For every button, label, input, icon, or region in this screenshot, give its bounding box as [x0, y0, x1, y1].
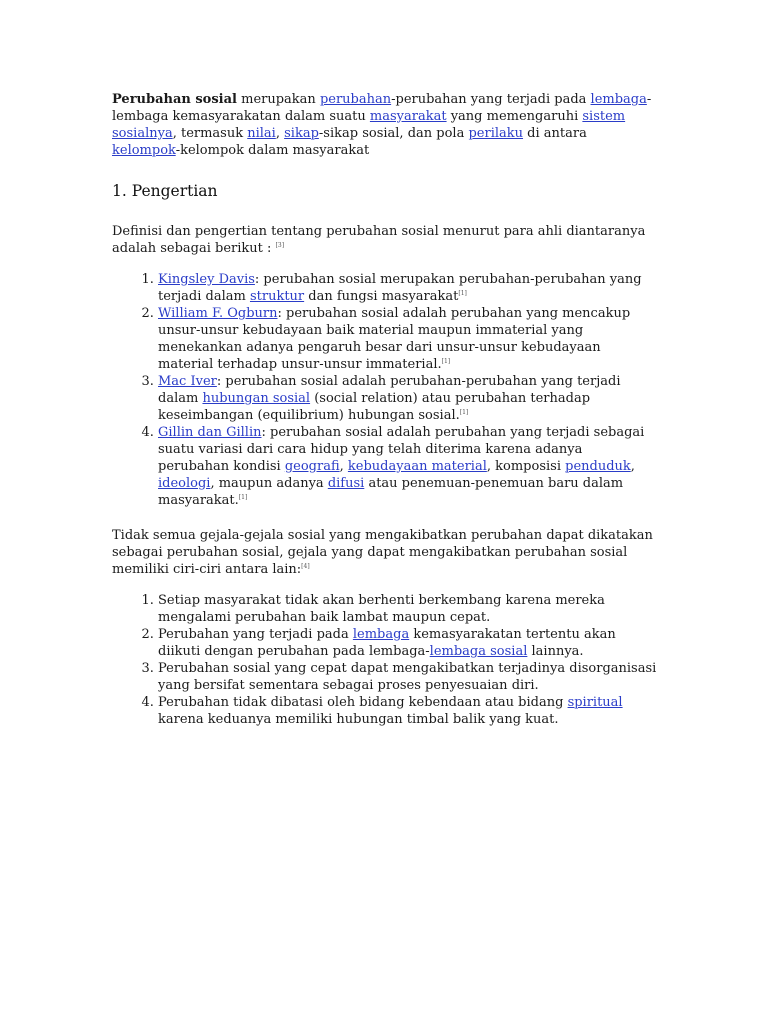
link-lembaga[interactable]: lembaga [352, 627, 410, 642]
link-sistem[interactable]: sistem [582, 109, 626, 124]
intro-text: , [275, 126, 285, 141]
definition-paragraph [112, 223, 657, 257]
link-kingsley-davis[interactable]: Kingsley Davis [158, 272, 255, 287]
list-item-text: Perubahan sosial yang cepat dapat mengakibatkan terjadinya disorganisasi yang bersifat sementara sebagai proses penyesuaian diri. [158, 661, 657, 693]
traits-intro-text: Tidak semua gejala-gejala sosial yang mengakibatkan perubahan dapat dikatakan sebagai perubahan sosial, gejala yang dapat mengakibatkan perubahan sosial memiliki ciri-ciri antara lain: [112, 528, 653, 577]
footnote-ref[interactable]: [1] [238, 494, 248, 501]
link-nilai[interactable]: nilai [247, 126, 276, 141]
list-item-text: dan fungsi masyarakat [304, 289, 459, 304]
link-ideologi[interactable]: ideologi [158, 476, 211, 491]
link-kebudayaan-material[interactable]: kebudayaan material [347, 459, 487, 474]
footnote-ref[interactable]: [4] [301, 563, 310, 570]
list-item-kingsley-davis [158, 271, 657, 305]
link-masyarakat[interactable]: masyarakat [369, 109, 447, 124]
list-item-text: , [339, 459, 348, 474]
intro-text: -lembaga kemasyarakatan dalam suatu [112, 92, 652, 124]
document-page [112, 91, 657, 728]
list-item-text: , maupun adanya [210, 476, 328, 491]
list-item-trait-2 [158, 626, 657, 660]
intro-text: -sikap sosial, dan pola [318, 126, 469, 141]
link-gillin-dan-gillin[interactable]: Gillin dan Gillin [158, 425, 262, 440]
list-item-text: , [630, 459, 635, 474]
link-spiritual[interactable]: spiritual [567, 695, 623, 710]
link-kelompok[interactable]: kelompok [112, 143, 176, 158]
link-difusi[interactable]: difusi [327, 476, 365, 491]
link-mac-iver[interactable]: Mac Iver [158, 374, 217, 389]
intro-text: yang memengaruhi [446, 109, 583, 124]
list-item-mac-iver [158, 373, 657, 424]
link-geografi[interactable]: geografi [284, 459, 340, 474]
list-item-text: : perubahan sosial adalah perubahan-perubahan yang terjadi dalam [158, 374, 621, 406]
footnote-ref[interactable]: [1] [458, 290, 467, 297]
link-penduduk[interactable]: penduduk [565, 459, 631, 474]
link-lembaga-sosial[interactable]: lembaga sosial [429, 644, 528, 659]
list-item-text: kemasyarakatan tertentu akan diikuti dengan perubahan pada lembaga- [158, 627, 616, 659]
link-perubahan[interactable]: perubahan [319, 92, 392, 107]
experts-list [112, 271, 657, 509]
footnote-ref[interactable]: [3] [275, 242, 285, 249]
list-item-text: : perubahan sosial merupakan perubahan-perubahan yang terjadi dalam [158, 272, 642, 304]
link-hubungan-sosial[interactable]: hubungan sosial [202, 391, 311, 406]
intro-text: -perubahan yang terjadi pada [391, 92, 591, 107]
list-item-gillin-dan-gillin [158, 424, 657, 509]
list-item-trait-3 [158, 660, 657, 694]
list-item-trait-4 [158, 694, 657, 728]
footnote-ref[interactable]: [1] [441, 358, 451, 365]
list-item-william-ogburn [158, 305, 657, 373]
link-sosialnya[interactable]: sosialnya [112, 126, 173, 141]
link-perilaku[interactable]: perilaku [468, 126, 524, 141]
intro-text: di antara [523, 126, 587, 141]
intro-text: merupakan [236, 92, 320, 107]
list-item-text: atau penemuan-penemuan baru dalam masyarakat. [158, 476, 624, 508]
list-item-text: Perubahan yang terjadi pada [158, 627, 353, 642]
list-item-text: lainnya. [527, 644, 584, 659]
definition-text: Definisi dan pengertian tentang perubahan sosial menurut para ahli diantaranya adalah sebagai berikut : [112, 224, 646, 256]
link-lembaga[interactable]: lembaga [590, 92, 647, 107]
traits-intro-paragraph [112, 527, 657, 578]
list-item-text: : perubahan sosial adalah perubahan yang terjadi sebagai suatu variasi dari cara hidup yang telah diterima karena adanya perubahan kondisi [158, 425, 645, 474]
intro-paragraph [112, 91, 657, 159]
footnote-ref[interactable]: [1] [459, 409, 469, 416]
intro-lead-term: Perubahan sosial [112, 92, 237, 107]
link-sikap[interactable]: sikap [284, 126, 319, 141]
list-item-text: , komposisi [486, 459, 566, 474]
list-item-trait-1 [158, 592, 657, 626]
list-item-text: (social relation) atau perubahan terhadap keseimbangan (equilibrium) hubungan sosial. [158, 391, 591, 423]
traits-list [112, 592, 657, 728]
list-item-text: Setiap masyarakat tidak akan berhenti berkembang karena mereka mengalami perubahan baik lambat maupun cepat. [158, 593, 605, 625]
link-william-ogburn[interactable]: William F. Ogburn [158, 306, 278, 321]
list-item-text: Perubahan tidak dibatasi oleh bidang kebendaan atau bidang [158, 695, 568, 710]
list-item-text: karena keduanya memiliki hubungan timbal balik yang kuat. [158, 712, 559, 727]
list-item-text: : perubahan sosial adalah perubahan yang mencakup unsur-unsur kebudayaan baik material maupun immaterial yang menekankan adanya pengaruh besar dari unsur-unsur kebudayaan material terhadap unsur-unsur immaterial. [158, 306, 631, 372]
section-heading-pengertian: 1. Pengertian [112, 182, 218, 200]
link-struktur[interactable]: struktur [249, 289, 305, 304]
intro-text: , termasuk [172, 126, 248, 141]
intro-text: -kelompok dalam masyarakat [175, 143, 370, 158]
